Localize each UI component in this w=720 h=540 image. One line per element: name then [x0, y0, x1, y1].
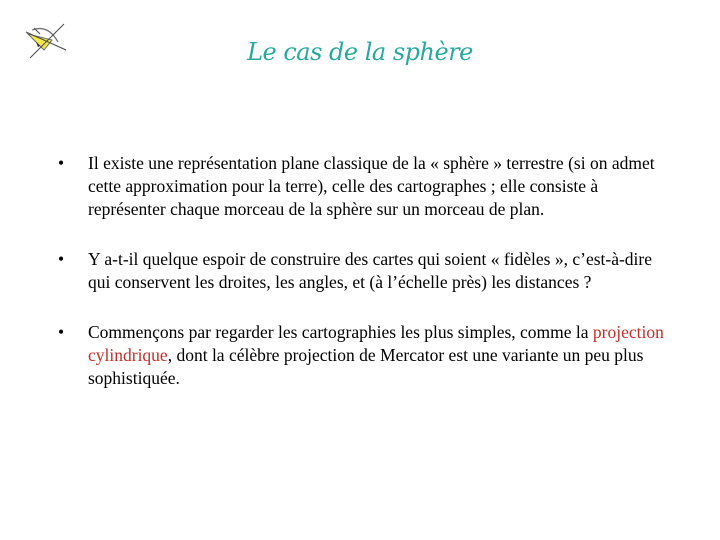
bullet-dot: • — [58, 153, 65, 173]
bullet-dot: • — [58, 249, 65, 269]
bullet-text-before: Commençons par regarder les cartographies les plus simples, comme la — [88, 322, 593, 342]
bullet-text: Y a-t-il quelque espoir de construire des cartes qui soient « fidèles », c’est-à-dire qui conservent les droites, les angles, et (à l’échelle près) les distances ? — [88, 249, 653, 292]
slide-title: Le cas de la sphère — [247, 38, 473, 66]
bullet-item-faithful-maps — [58, 248, 678, 294]
bullet-text-after: , dont la célèbre projection de Mercator est une variante un peu plus sophistiquée. — [88, 345, 644, 388]
bullet-text: Il existe une représentation plane classique de la « sphère » terrestre (si on admet cette approximation pour la terre), celle des cartographes ; elle consiste à représenter chaque morceau de la sphère sur un morceau de plan. — [88, 153, 655, 219]
bullet-item-cylindrical-projection — [58, 321, 678, 390]
bullet-list — [58, 152, 678, 390]
highlighted-term: projection cylindrique — [88, 322, 664, 365]
bullet-item-representation — [58, 152, 678, 221]
bullet-dot: • — [58, 322, 65, 342]
